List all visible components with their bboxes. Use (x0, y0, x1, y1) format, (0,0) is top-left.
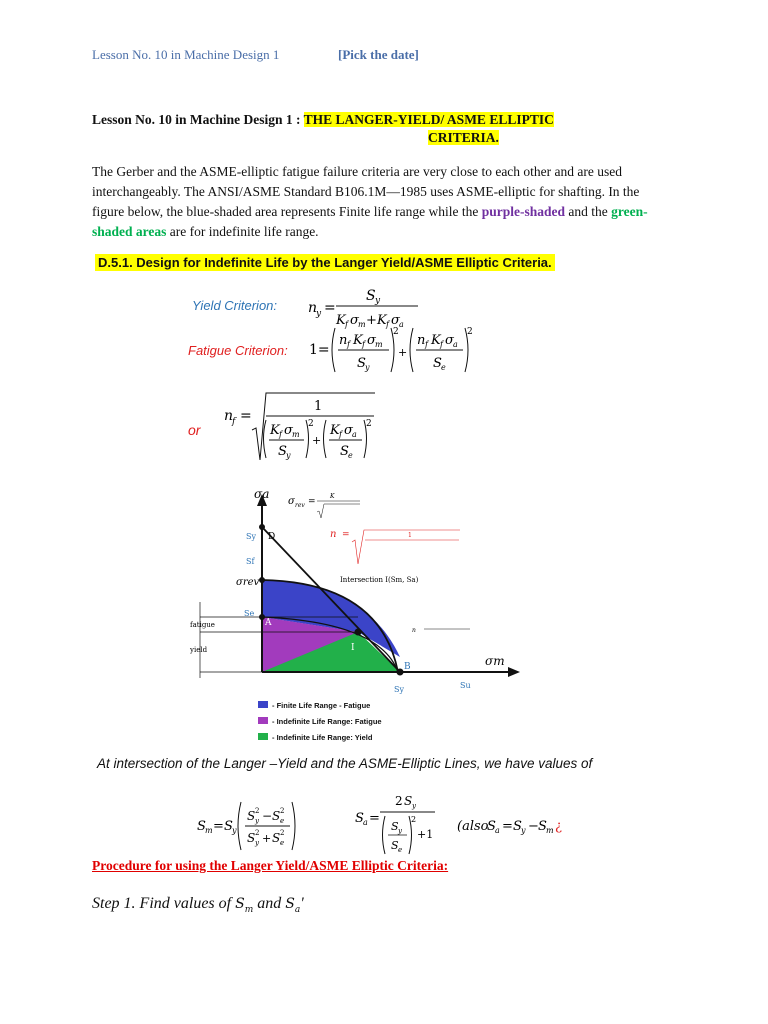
svg-text:K: K (353, 333, 363, 348)
svg-text:e: e (280, 817, 285, 825)
sf-left-label: Sf (246, 557, 255, 566)
svg-text:=: = (240, 408, 252, 424)
fatigue-equation (305, 322, 505, 378)
svg-text:y: y (375, 296, 381, 306)
svg-text:m: m (546, 826, 554, 835)
svg-text:σ: σ (288, 496, 295, 507)
svg-text:n: n (412, 627, 416, 634)
y-axis-label: σa (254, 487, 270, 501)
svg-text:S: S (391, 820, 399, 833)
fatigue-dim-label: fatigue (190, 621, 215, 629)
svg-text:e: e (441, 363, 446, 372)
svg-text:−: − (262, 809, 273, 823)
svg-text:f: f (440, 340, 443, 349)
svg-text:=: = (213, 819, 224, 834)
svg-text:S: S (538, 819, 547, 834)
sy-bottom-label: Sy (394, 685, 404, 694)
svg-text:2: 2 (467, 327, 473, 337)
svg-text:f: f (386, 320, 389, 329)
svg-text:f: f (232, 417, 236, 427)
svg-text:n: n (330, 529, 337, 540)
sigma-rev-label: σrev (236, 577, 260, 588)
point-b-label: B (404, 662, 411, 672)
svg-text:S: S (197, 819, 206, 834)
svg-text:m: m (292, 430, 300, 439)
svg-text:σ: σ (344, 423, 353, 438)
svg-text:y: y (286, 451, 291, 460)
su-bottom-label: Su (460, 681, 471, 690)
svg-text:2: 2 (395, 794, 403, 808)
svg-text:y: y (255, 839, 259, 847)
svg-text:2: 2 (308, 419, 314, 429)
svg-text:e: e (398, 846, 403, 854)
svg-text:¿: ¿ (555, 819, 562, 834)
sm-sa-equations (195, 790, 615, 860)
step-1: Step 1. Find values of $S_m$ and $S_a'$ (92, 895, 304, 915)
svg-text:+: + (366, 313, 377, 328)
sy-left-label: Sy (246, 532, 256, 541)
svg-text:n: n (224, 408, 234, 424)
svg-text:f: f (362, 340, 365, 349)
intersection-label: Intersection I(Sm, Sa) (340, 576, 419, 584)
intro-paragraph: The Gerber and the ASME-elliptic fatigue failure criteria are very close to each other and are used interchangeably. The ANSI/ASME Standard B106.1M—1985 uses ASME-elliptic for shafting. In the figure below, the blue-shaded area represents Finite life range while the purple-shaded and the green-shaded areas are for indefinite life range. (92, 164, 648, 239)
page-title (92, 112, 554, 128)
svg-text:f: f (279, 430, 282, 439)
x-axis-label: σm (485, 654, 505, 668)
svg-text:2: 2 (411, 815, 417, 824)
legend-item-finite: - Finite Life Range - Fatigue (258, 698, 382, 714)
svg-text:1: 1 (408, 532, 412, 539)
svg-text:n: n (339, 333, 348, 348)
svg-text:K: K (330, 423, 340, 438)
or-label: or (188, 422, 201, 438)
svg-text:f: f (345, 320, 348, 329)
header-date[interactable]: [Pick the date] (338, 47, 419, 62)
svg-text:S: S (487, 819, 496, 834)
svg-text:=: = (324, 300, 336, 316)
svg-text:K: K (377, 313, 387, 328)
svg-text:y: y (232, 826, 237, 835)
svg-text:S: S (247, 809, 256, 823)
svg-text:S: S (357, 356, 366, 371)
svg-text:1=: 1= (309, 342, 330, 358)
svg-text:+: + (262, 832, 272, 845)
point-d-label: D (268, 532, 276, 542)
svg-text:y: y (412, 802, 416, 810)
svg-text:+1: +1 (417, 828, 434, 841)
se-left-label: Se (244, 609, 255, 618)
svg-text:n: n (308, 300, 318, 316)
svg-text:n: n (417, 333, 426, 348)
svg-text:y: y (255, 817, 259, 825)
svg-text:S: S (366, 288, 376, 304)
svg-text:K: K (336, 313, 346, 328)
procedure-heading: Procedure for using the Langer Yield/ASME Elliptic Criteria: (92, 858, 449, 873)
svg-text:+: + (398, 346, 408, 359)
title-highlight: THE LANGER-YIELD/ ASME ELLIPTIC (303, 112, 554, 127)
svg-text:y: y (398, 827, 402, 835)
svg-text:a: a (352, 430, 357, 439)
svg-text:=: = (342, 530, 350, 540)
svg-text:K: K (431, 333, 441, 348)
svg-text:y: y (521, 826, 526, 835)
svg-text:2: 2 (255, 807, 260, 815)
svg-text:=: = (369, 811, 380, 826)
svg-text:S: S (355, 811, 364, 826)
svg-text:e: e (280, 839, 285, 847)
svg-text:S: S (272, 809, 281, 823)
svg-text:σ: σ (284, 423, 293, 438)
purple-shaded-text: purple-shaded (481, 204, 566, 219)
svg-text:a: a (453, 340, 458, 349)
svg-text:a: a (495, 826, 500, 835)
svg-text:S: S (224, 819, 233, 834)
svg-text:K: K (330, 493, 335, 500)
svg-text:a: a (399, 320, 404, 329)
svg-text:2: 2 (280, 807, 285, 815)
svg-text:+: + (312, 434, 322, 447)
svg-text:σ: σ (445, 333, 454, 348)
svg-text:m: m (205, 826, 213, 835)
fatigue-criterion-label: Fatigue Criterion: (188, 343, 288, 358)
svg-text:σ: σ (350, 313, 359, 328)
svg-text:S: S (247, 831, 256, 845)
svg-text:S: S (272, 831, 281, 845)
svg-text:2: 2 (393, 327, 399, 337)
yield-criterion-label: Yield Criterion: (192, 298, 278, 313)
svg-text:(also: (also (457, 819, 489, 834)
svg-text:σ: σ (391, 313, 400, 328)
svg-text:y: y (316, 309, 322, 319)
svg-text:S: S (278, 444, 287, 459)
svg-text:m: m (358, 320, 366, 329)
svg-text:−: − (528, 819, 539, 834)
svg-text:e: e (348, 451, 353, 460)
figure-legend (258, 698, 382, 746)
title-prefix: Lesson No. 10 in Machine Design 1 : (92, 112, 301, 127)
header-lesson: Lesson No. 10 in Machine Design 1 (92, 47, 280, 62)
green-shaded-text: green-shaded areas (92, 204, 648, 239)
svg-text:f: f (347, 340, 350, 349)
section-heading: D.5.1. Design for Indefinite Life by the Langer Yield/ASME Elliptic Criteria. (95, 254, 555, 271)
svg-text:f: f (425, 340, 428, 349)
point-a-label: A (265, 618, 272, 628)
legend-item-yield: - Indefinite Life Range: Yield (258, 730, 382, 746)
yield-dim-label: yield (190, 646, 208, 654)
svg-text:=: = (502, 819, 513, 834)
svg-text:2: 2 (280, 829, 285, 837)
svg-text:1: 1 (314, 399, 323, 414)
svg-text:=: = (308, 497, 316, 507)
intersection-note: At intersection of the Langer –Yield and the ASME-Elliptic Lines, we have values of (97, 756, 593, 771)
svg-text:a: a (363, 818, 368, 827)
title-line2: CRITERIA. (428, 130, 499, 145)
svg-text:K: K (270, 423, 280, 438)
svg-text:m: m (375, 340, 383, 349)
svg-text:f: f (339, 430, 342, 439)
svg-text:S: S (391, 839, 399, 852)
svg-text:S: S (340, 444, 349, 459)
svg-text:σ: σ (367, 333, 376, 348)
svg-text:rev: rev (295, 502, 305, 509)
svg-text:S: S (433, 356, 442, 371)
svg-text:2: 2 (366, 419, 372, 429)
or-equation (222, 388, 382, 464)
svg-text:2: 2 (255, 829, 260, 837)
svg-text:S: S (404, 794, 413, 808)
svg-text:S: S (513, 819, 522, 834)
point-i-label: I (351, 643, 355, 653)
legend-item-fatigue: - Indefinite Life Range: Fatigue (258, 714, 382, 730)
svg-text:y: y (365, 363, 370, 372)
